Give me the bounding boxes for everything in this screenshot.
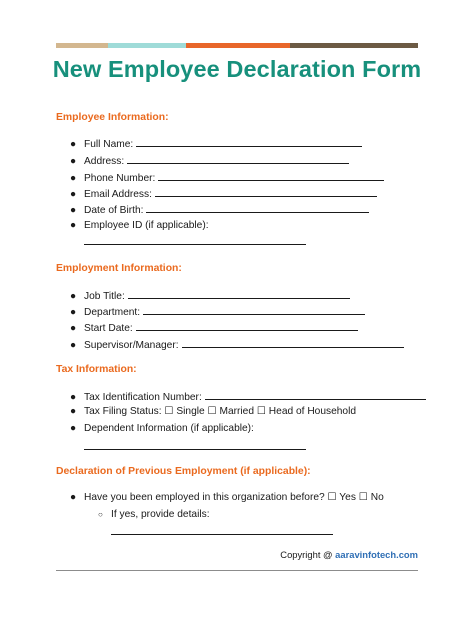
field-label: Tax Identification Number:	[84, 392, 202, 403]
page-title: New Employee Declaration Form	[52, 56, 422, 82]
field-label: Start Date:	[84, 323, 133, 334]
section-heading-tax: Tax Information:	[56, 364, 137, 375]
site-link[interactable]: aaravinfotech.com	[335, 549, 418, 560]
field-label: Supervisor/Manager:	[84, 340, 179, 351]
field-label: Job Title:	[84, 291, 125, 302]
field-label: Phone Number:	[84, 173, 156, 184]
field-start-date	[70, 321, 358, 335]
hollow-bullet-icon: ○	[98, 510, 103, 519]
field-address	[70, 154, 349, 168]
field-label: Address:	[84, 156, 125, 167]
color-bar-segment-teal	[108, 43, 186, 48]
email-blank[interactable]	[155, 187, 377, 197]
supervisor-blank[interactable]	[182, 338, 404, 348]
dob-blank[interactable]	[146, 203, 369, 213]
section-heading-employee: Employee Information:	[56, 112, 169, 123]
field-label: If yes, provide details:	[111, 509, 210, 520]
start-date-blank[interactable]	[136, 321, 358, 331]
field-supervisor	[70, 338, 404, 352]
bullet-icon: ●	[70, 139, 77, 150]
full-name-blank[interactable]	[136, 137, 362, 147]
bullet-icon: ●	[70, 156, 77, 167]
field-phone	[70, 171, 384, 185]
job-title-blank[interactable]	[128, 289, 350, 299]
phone-blank[interactable]	[158, 171, 384, 181]
bullet-icon: ●	[70, 406, 77, 417]
bullet-icon: ●	[70, 323, 77, 334]
field-label: Department:	[84, 307, 141, 318]
copyright-prefix: Copyright @	[280, 549, 333, 560]
field-tin	[70, 390, 426, 404]
field-label: Employee ID (if applicable):	[84, 220, 209, 231]
employee-id-blank[interactable]	[84, 244, 306, 245]
field-label: Date of Birth:	[84, 205, 144, 216]
field-full-name	[70, 137, 362, 151]
filing-status-options[interactable]: Tax Filing Status: ☐ Single ☐ Married ☐ Head of Household	[84, 406, 357, 417]
tin-blank[interactable]	[205, 390, 426, 400]
field-label: Email Address:	[84, 189, 152, 200]
bullet-icon: ●	[70, 189, 77, 200]
color-bar-segment-tan	[56, 43, 108, 48]
bullet-icon: ●	[70, 340, 77, 351]
color-bar-segment-brown	[290, 43, 418, 48]
field-dob	[70, 203, 369, 217]
bullet-icon: ●	[70, 492, 77, 503]
bullet-icon: ●	[70, 307, 77, 318]
bullet-icon: ●	[70, 392, 77, 403]
field-previous-details	[98, 509, 210, 520]
copyright-notice	[280, 549, 418, 560]
section-heading-previous: Declaration of Previous Employment (if applicable):	[56, 466, 311, 477]
section-heading-employment: Employment Information:	[56, 263, 182, 274]
field-label: Full Name:	[84, 139, 134, 150]
field-job-title	[70, 289, 350, 303]
bullet-icon: ●	[70, 173, 77, 184]
bullet-icon: ●	[70, 205, 77, 216]
bullet-icon: ●	[70, 291, 77, 302]
field-filing-status	[70, 406, 356, 418]
address-blank[interactable]	[127, 154, 349, 164]
color-bar-segment-orange	[186, 43, 290, 48]
previous-employment-question[interactable]: Have you been employed in this organization before? ☐ Yes ☐ No	[84, 492, 384, 503]
field-department	[70, 305, 365, 319]
department-blank[interactable]	[143, 305, 365, 315]
dependents-blank[interactable]	[84, 449, 306, 450]
bullet-icon: ●	[70, 220, 77, 231]
bullet-icon: ●	[70, 423, 77, 434]
field-email	[70, 187, 377, 201]
field-previous-employment	[70, 492, 384, 504]
field-label: Dependent Information (if applicable):	[84, 423, 254, 434]
decorative-color-bar	[56, 43, 418, 48]
previous-details-blank[interactable]	[111, 534, 333, 535]
field-employee-id	[70, 220, 209, 232]
field-dependents	[70, 423, 254, 435]
footer-divider	[56, 570, 418, 571]
